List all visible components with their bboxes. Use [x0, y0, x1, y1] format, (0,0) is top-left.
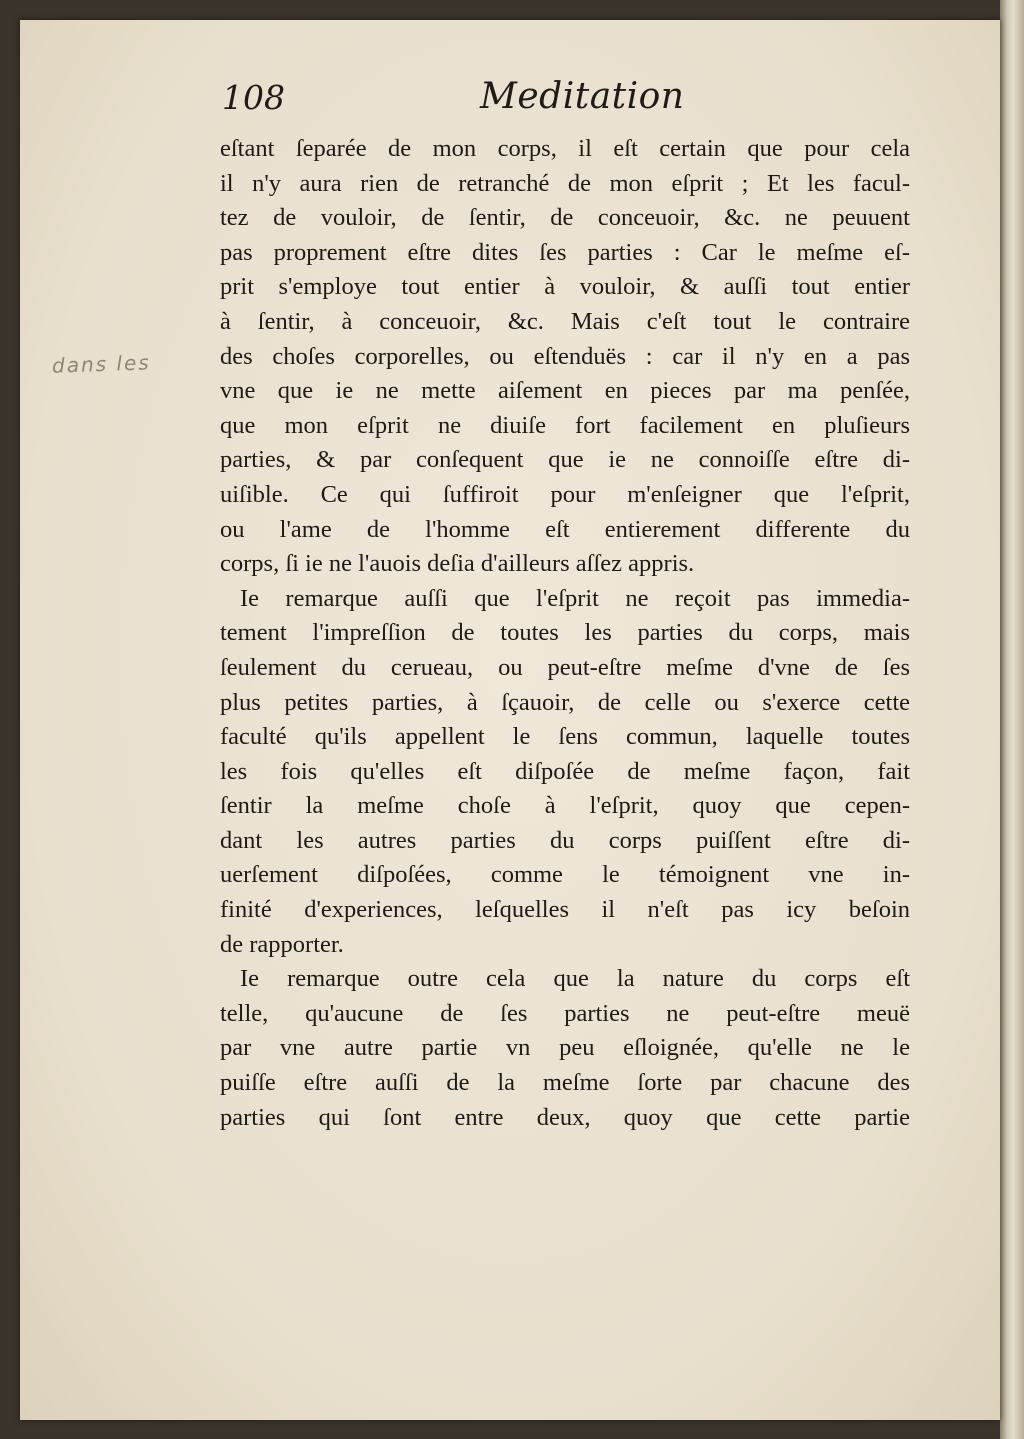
text-line: par vne autre partie vn peu eſloignée, qu'elle ne le: [220, 1034, 910, 1062]
text-line: vne que ie ne mette aiſement en pieces par ma penſée,: [220, 377, 910, 405]
text-line: parties, & par conſequent que ie ne connoiſſe eſtre di-: [220, 446, 910, 474]
text-line: tement l'impreſſion de toutes les parties du corps, mais: [220, 619, 910, 647]
text-line: à ſentir, à conceuoir, &c. Mais c'eſt tout le contraire: [220, 307, 910, 335]
text-line: des choſes corporelles, ou eſtenduës : car il n'y en a pas: [220, 342, 910, 370]
handwritten-margin-note: dans les: [51, 350, 152, 378]
text-line: prit s'employe tout entier à vouloir, & auſſi tout entier: [220, 273, 910, 301]
page-number: 108: [222, 78, 285, 117]
text-line: uiſible. Ce qui ſuffiroit pour m'enſeigner que l'eſprit,: [220, 480, 910, 508]
body-text: [220, 132, 910, 1135]
text-line: plus petites parties, à ſçauoir, de celle ou s'exerce cette: [220, 688, 910, 716]
text-line: uerſement diſpoſées, comme le témoignent vne in-: [220, 861, 910, 889]
text-line: corps, ſi ie ne l'auois deſia d'ailleurs aſſez appris.: [220, 550, 695, 578]
paragraph-1: [220, 132, 910, 582]
text-line: Ie remarque outre cela que la nature du corps eſt: [240, 965, 910, 993]
text-line: eſtant ſeparée de mon corps, il eſt certain que pour cela: [220, 135, 910, 162]
paragraph-3: [220, 962, 910, 1135]
page-header: [222, 74, 912, 126]
text-line: il n'y aura rien de retranché de mon eſprit ; Et les facul-: [220, 169, 910, 197]
text-line: Ie remarque auſſi que l'eſprit ne reçoit pas immedia-: [240, 584, 910, 612]
text-line: les fois qu'elles eſt diſpoſée de meſme façon, fait: [220, 757, 910, 785]
text-line: ſeulement du cerueau, ou peut-eſtre meſme d'vne de ſes: [220, 653, 910, 681]
text-line: dant les autres parties du corps puiſſent eſtre di-: [220, 826, 910, 854]
text-line: parties qui ſont entre deux, quoy que cette partie: [220, 1103, 910, 1131]
text-line: faculté qu'ils appellent le ſens commun, laquelle toutes: [220, 723, 910, 751]
text-line: que mon eſprit ne diuiſe fort facilement en pluſieurs: [220, 411, 910, 439]
running-title: Meditation: [480, 76, 685, 117]
text-line: de rapporter.: [220, 930, 344, 958]
text-line: finité d'experiences, leſquelles il n'eſt pas icy beſoin: [220, 896, 910, 924]
text-line: puiſſe eſtre auſſi de la meſme ſorte par chacune des: [220, 1069, 910, 1097]
text-line: ſentir la meſme choſe à l'eſprit, quoy que cepen-: [220, 792, 910, 820]
paragraph-2: [220, 582, 910, 963]
text-line: ou l'ame de l'homme eſt entierement differente du: [220, 515, 910, 543]
book-binding: [1000, 0, 1024, 1439]
text-line: tez de vouloir, de ſentir, de conceuoir, &c. ne peuuent: [220, 204, 910, 232]
text-line: pas proprement eſtre dites ſes parties : Car le meſme eſ-: [220, 238, 910, 266]
text-line: telle, qu'aucune de ſes parties ne peut-eſtre meuë: [220, 999, 910, 1027]
